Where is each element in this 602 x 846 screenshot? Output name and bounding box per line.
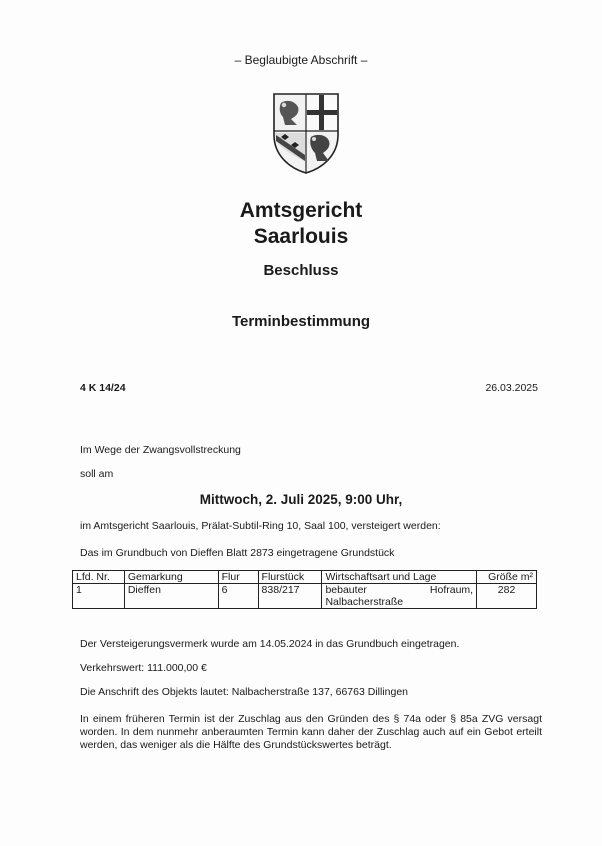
cell-lage-hofraum: Hofraum, — [429, 584, 474, 596]
table-header-row — [73, 571, 537, 584]
vermerk-text: Der Versteigerungsvermerk wurde am 14.05.2024 in das Grundbuch eingetragen. — [80, 638, 460, 650]
header-flur: Flur — [218, 571, 258, 584]
header-groesse: Größe m² — [477, 571, 537, 584]
intro-text: Im Wege der Zwangsvollstreckung — [80, 444, 241, 456]
auction-place: im Amtsgericht Saarlouis, Prälat-Subtil-Ring 10, Saal 100, versteigert werden: — [80, 520, 441, 532]
cell-lage — [322, 584, 477, 609]
verkehrswert-text: Verkehrswert: 111.000,00 € — [80, 662, 207, 674]
cell-gemarkung: Dieffen — [124, 584, 218, 609]
header-wirtschaftsart: Wirtschaftsart und Lage — [322, 571, 477, 584]
table-row — [73, 584, 537, 609]
court-name — [0, 198, 602, 250]
soll-text: soll am — [80, 468, 114, 480]
parcel-table — [72, 570, 537, 609]
subject-title: Terminbestimmung — [231, 313, 371, 330]
certified-copy-note: – Beglaubigte Abschrift – — [234, 53, 368, 67]
grundbuch-text: Das im Grundbuch von Dieffen Blatt 2873 eingetragene Grundstück — [80, 547, 395, 559]
cell-lage-street: Nalbacherstraße — [325, 596, 404, 608]
auction-date: Mittwoch, 2. Juli 2025, 9:00 Uhr, — [199, 492, 403, 507]
cell-groesse: 282 — [477, 584, 537, 609]
case-reference: 4 K 14/24 — [80, 382, 126, 394]
header-lfd-nr: Lfd. Nr. — [73, 571, 125, 584]
saarland-coat-of-arms-icon — [271, 91, 341, 175]
zuschlag-paragraph: In einem früheren Termin ist der Zuschlag aus den Gründen des § 74a oder § 85a ZVG versagt worden. In dem nunmehr anberaumten Termin kann daher der Zuschlag auch auf ein Gebot erteilt werden, das weniger als die Hälfte des Grundstückswertes beträgt. — [80, 713, 542, 751]
court-line-2: Saarlouis — [253, 225, 349, 248]
header-flurstueck: Flurstück — [258, 571, 322, 584]
document-date: 26.03.2025 — [485, 382, 538, 394]
cell-nr: 1 — [73, 584, 125, 609]
decision-title: Beschluss — [263, 262, 339, 279]
court-line-1: Amtsgericht — [239, 199, 363, 222]
cell-lage-type: bebauter — [325, 584, 367, 596]
cell-flur: 6 — [218, 584, 258, 609]
header-gemarkung: Gemarkung — [124, 571, 218, 584]
cell-flurstueck: 838/217 — [258, 584, 322, 609]
address-text: Die Anschrift des Objekts lautet: Nalbacherstraße 137, 66763 Dillingen — [80, 686, 409, 698]
